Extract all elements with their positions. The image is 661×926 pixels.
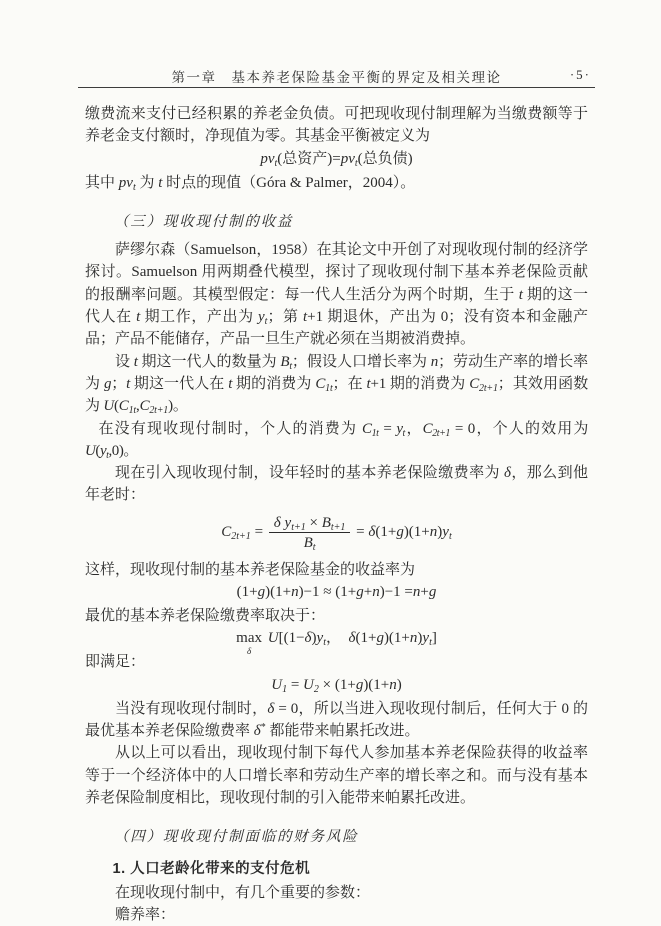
- parameters-intro: 在现收现付制中，有几个重要的参数：: [115, 884, 371, 901]
- fraction: $\frac{\delta y_{t+1} \times B_{t+1}}{B_t}$: [269, 514, 351, 552]
- present-value-note: 其中 $pv_t$ 为 t 时点的现值（Góra & Palmer，2004）。: [85, 174, 416, 193]
- introduce-paygo-paragraph: 现在引入现收现付制，设年轻时的基本养老保险缴费率为 δ，那么到他年老时：: [85, 465, 588, 504]
- page-number: ·5·: [569, 67, 591, 82]
- dependency-ratio-label: 赡养率：: [115, 907, 176, 924]
- aging-crisis-heading: 1. 人口老龄化带来的支付危机: [112, 861, 311, 878]
- no-paygo-consumption-paragraph: 在没有现收现付制时，个人的消费为 $C_{1t} = y_t$，$C_{2t+1} = 0$，个人的效用为 $U(y_t,0)$。: [85, 420, 588, 461]
- satisfies-intro: 即满足：: [85, 654, 146, 671]
- model-setup-paragraph: 设 t 期这一代人的数量为 $B_t$；假设人口增长率为 n；劳动生产率的增长率为 g；t 期这一代人在 t 期的消费为 $C_{1t}$；在 t+1 期的消费为 $C_{2t+1}$；其效用函数为 $U(C_{1t},C_{2t+1})$。: [85, 353, 588, 417]
- optimal-rate-intro: 最优的基本养老保险缴费率取决于：: [85, 608, 326, 625]
- pareto-improvement-paragraph: 当没有现收现付制时，δ = 0，所以当进入现收现付制后，任何大于 0 的最优基本养老保险缴费率 δ* 都能带来帕累托改进。: [85, 700, 588, 739]
- section-4-heading: （四）现收现付制面临的财务风险: [114, 829, 359, 846]
- operator-with-underscript: max δ: [236, 630, 262, 657]
- content-column: [85, 66, 591, 926]
- return-rate-intro: 这样，现收现付制的基本养老保险基金的收益率为: [85, 561, 416, 578]
- samuelson-paragraph: 萨缪尔森（Samuelson，1958）在其论文中开创了对现收现付制的经济学探讨。Samuelson 用两期叠代模型，探讨了现收现付制下基本养老保险贡献的报酬率问题。其模型假定：每一代人生活分为两个时期，生于 t 期的这一代人在 t 期工作，产出为 $y_t$；第 t+1 期退休，产出为 0；没有资本和金融产品；产品不能储存，产品一旦生产就必须在当期被消费掉。: [85, 242, 588, 348]
- intro-continuation-paragraph: 缴费流来支付已经积累的养老金负债。可把现收现付制理解为当缴费额等于养老金支付额时，净现值为零。其基金平衡被定义为: [85, 106, 588, 145]
- max-utility-formula: max δ $U[(1-\delta)y_t$， $\delta(1+g)(1+n)y_t$]: [236, 630, 437, 657]
- running-head: 第一章 基本养老保险基金平衡的界定及相关理论: [171, 70, 502, 85]
- page-header: [78, 66, 595, 88]
- marginal-utility-formula: $U_1 = U_2 \times (1+g)(1+n)$: [271, 676, 402, 695]
- return-rate-formula: (1+g)(1+n)−1 ≈ (1+g+n)−1 =n+g: [236, 584, 437, 601]
- page-body: [85, 103, 588, 926]
- section-3-heading: （三）现收现付制的收益: [114, 213, 294, 230]
- old-age-consumption-formula: $C_{2t+1}$ = $\frac{\delta y_{t+1} \times B_{t+1}}{B_t}$ = $\delta(1+g)(1+n)y_t$: [221, 514, 452, 553]
- fund-balance-formula: $pv_t$(总资产)$=pv_t$(总负债): [260, 150, 413, 169]
- conclusion-paragraph: 从以上可以看出，现收现付制下每代人参加基本养老保险获得的收益率等于一个经济体中的人口增长率和劳动生产率的增长率之和。而与没有基本养老保险制度相比，现收现付制的引入能带来帕累托改进。: [85, 745, 588, 806]
